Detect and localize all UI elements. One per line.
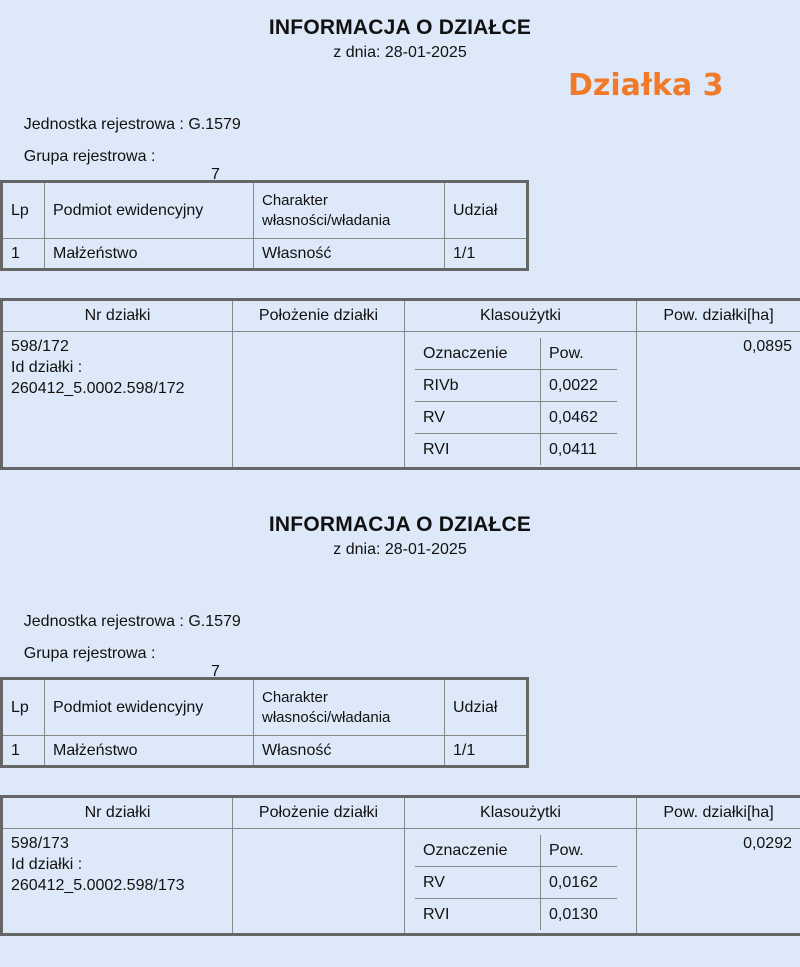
owner-header-character [254,679,445,736]
owner-header-character-line2: własności/władania [262,708,391,726]
parcel-location-cell [233,829,405,935]
parcel-number: 598/172 [11,338,69,355]
registration-unit-label: Jednostka rejestrowa : [23,613,189,630]
parcel-table-header [2,797,800,829]
owner-subject: Małżeństwo [45,736,254,767]
owner-share: 1/1 [445,239,528,270]
parcel-table-row [2,829,800,935]
owner-character: Własność [254,736,445,767]
land-use-header-area: Pow. [541,835,618,867]
parcel-number-cell [2,829,233,935]
registration-group-value: 7 [211,663,220,680]
owner-header-share: Udział [445,182,528,239]
owner-table-header [2,182,528,239]
owner-table-header [2,679,528,736]
land-use-header [415,835,617,867]
land-use-area: 0,0162 [541,867,618,899]
page-title: INFORMACJA O DZIAŁCE [268,513,532,536]
land-use-area: 0,0022 [541,370,618,402]
parcel-location-cell [233,332,405,469]
parcel-badge: Działka 3 [568,68,724,103]
parcel-table-header [2,300,800,332]
parcel-number-cell [2,332,233,469]
parcel-header-location: Położenie działki [233,797,405,829]
registration-group-value: 7 [211,166,220,183]
parcel-header-number: Nr działki [2,300,233,332]
owner-header-character [254,182,445,239]
parcel-table-row [2,332,800,469]
owner-table-row [2,736,528,767]
parcel-id: 260412_5.0002.598/173 [11,877,185,894]
owner-character: Własność [254,239,445,270]
land-use-row [415,402,617,434]
parcel-id: 260412_5.0002.598/172 [11,380,185,397]
owner-header-lp: Lp [2,182,45,239]
parcel-number: 598/173 [11,835,69,852]
owner-header-lp: Lp [2,679,45,736]
report-date: z dnia: 28-01-2025 [333,541,467,558]
registration-group-label: Grupa rejestrowa : [23,148,156,165]
page-title: INFORMACJA O DZIAŁCE [268,16,532,39]
land-use-table [415,835,617,930]
land-use-area: 0,0130 [549,905,598,923]
parcel-header-area: Pow. działki[ha] [637,797,800,829]
land-use-row [415,370,617,402]
parcel-header-location: Położenie działki [233,300,405,332]
report-date: z dnia: 28-01-2025 [333,44,467,61]
parcel-table [0,795,800,936]
parcel-table [0,298,800,470]
owner-table [0,677,529,768]
owner-header-subject: Podmiot ewidencyjny [45,679,254,736]
land-use-code: RIVb [415,370,541,402]
parcel-id-label: Id działki : [11,856,83,873]
owner-share: 1/1 [445,736,528,767]
parcel-area-cell [637,332,800,469]
owner-lp: 1 [2,239,45,270]
owner-table-row [2,239,528,270]
parcel-land-use-cell [405,332,637,469]
parcel-header-land-use: Klasoużytki [405,300,637,332]
land-use-header [415,338,617,370]
owner-subject: Małżeństwo [45,239,254,270]
parcel-header-area: Pow. działki[ha] [637,300,800,332]
land-use-row [415,867,617,899]
land-use-area: 0,0462 [541,402,618,434]
parcel-header-number: Nr działki [2,797,233,829]
parcel-land-use-cell [405,829,637,935]
owner-table [0,180,529,271]
owner-header-character-line2: własności/władania [262,211,391,229]
land-use-area: 0,0411 [549,440,597,458]
owner-header-character-line1: Charakter [262,688,328,706]
land-use-code: RV [415,402,541,434]
land-use-row [415,434,617,466]
registration-unit-label: Jednostka rejestrowa : [23,116,189,133]
land-use-code: RVI [415,899,541,931]
registration-unit-value: G.1579 [188,613,241,630]
land-use-header-code: Oznaczenie [415,835,541,867]
land-use-row [415,899,617,931]
owner-header-subject: Podmiot ewidencyjny [45,182,254,239]
parcel-area-cell [637,829,800,935]
parcel-header-land-use: Klasoużytki [405,797,637,829]
land-use-table [415,338,617,465]
registration-unit-value: G.1579 [188,116,241,133]
land-use-code: RVI [415,434,541,466]
land-use-header-code: Oznaczenie [415,338,541,370]
registration-group-label: Grupa rejestrowa : [23,645,156,662]
owner-lp: 1 [2,736,45,767]
parcel-id-label: Id działki : [11,359,83,376]
owner-header-character-line1: Charakter [262,191,328,209]
owner-header-share: Udział [445,679,528,736]
land-use-code: RV [415,867,541,899]
parcel-area: 0,0292 [743,835,792,852]
land-use-header-area: Pow. [541,338,618,370]
parcel-area: 0,0895 [743,338,792,355]
